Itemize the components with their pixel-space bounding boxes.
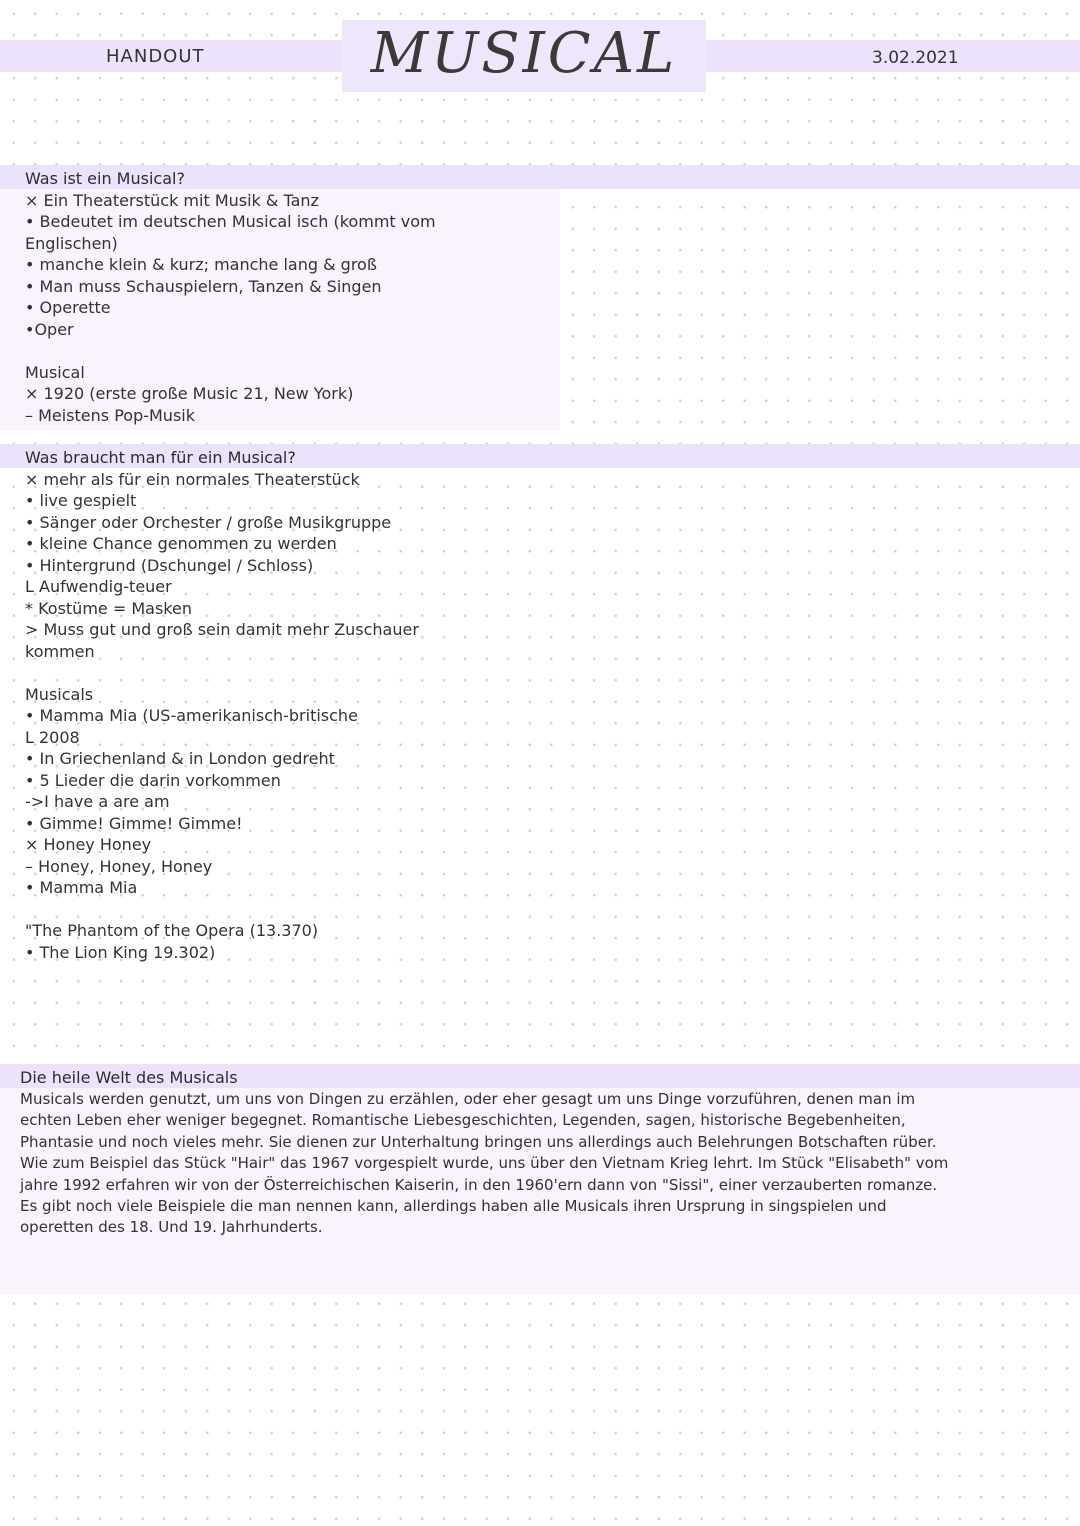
list-item: × Honey Honey bbox=[25, 835, 152, 854]
list-item: * Kostüme = Masken bbox=[25, 599, 192, 618]
list-item: • kleine Chance genommen zu werden bbox=[25, 534, 337, 553]
list-item: – Honey, Honey, Honey bbox=[25, 857, 213, 876]
list-item: • In Griechenland & in London gedreht bbox=[25, 749, 335, 768]
list-item: – Meistens Pop-Musik bbox=[25, 406, 195, 425]
header-left-label: HANDOUT bbox=[106, 46, 205, 67]
list-item: • Mamma Mia bbox=[25, 878, 138, 897]
page-title: MUSICAL bbox=[370, 21, 678, 86]
section2-heading: Was braucht man für ein Musical? bbox=[25, 448, 296, 467]
list-item: L Aufwendig-teuer bbox=[25, 577, 172, 596]
list-item: Musical bbox=[25, 363, 85, 382]
list-item: ->I have a are am bbox=[25, 792, 170, 811]
list-item: • Man muss Schauspielern, Tanzen & Singen bbox=[25, 277, 382, 296]
list-item: L 2008 bbox=[25, 728, 80, 747]
list-item: • Hintergrund (Dschungel / Schloss) bbox=[25, 556, 314, 575]
list-item: • Operette bbox=[25, 298, 111, 317]
list-item: Englischen) bbox=[25, 234, 118, 253]
list-item: • manche klein & kurz; manche lang & groß bbox=[25, 255, 377, 274]
list-item: • The Lion King 19.302) bbox=[25, 943, 216, 962]
section3-heading: Die heile Welt des Musicals bbox=[20, 1068, 238, 1087]
list-item: Musicals bbox=[25, 685, 94, 704]
list-item: • Mamma Mia (US-amerikanisch-britische bbox=[25, 706, 358, 725]
list-item: kommen bbox=[25, 642, 95, 661]
section3-paragraph: Musicals werden genutzt, um uns von Dingen zu erzählen, oder eher gesagt um uns Dinge vorzuführen, denen man im echten Leben eher weniger begegnet. Romantische Liebesgeschichten, Legenden, sagen, historische Begebenheiten, Phantasie und noch vieles mehr. Sie dienen zur Unterhaltung bringen uns allerdings auch Belehrungen Botschaften rüber. Wie zum Beispiel das Stück "Hair" das 1967 vorgespielt wurde, uns über den Vietnam Krieg lehrt. Im Stück "Elisabeth" vom jahre 1992 erfahren wir von der Österreichischen Kaiserin, in den 1960'ern dann von "Sissi", einer verzauberten romanze. Es gibt noch viele Beispiele die man nennen kann, allerdings haben alle Musicals ihren Ursprung in singspielen und operetten des 18. Und 19. Jahrhunderts. bbox=[20, 1090, 949, 1237]
list-item: • 5 Lieder die darin vorkommen bbox=[25, 771, 281, 790]
list-item: • Sänger oder Orchester / große Musikgruppe bbox=[25, 513, 392, 532]
list-item: × 1920 (erste große Music 21, New York) bbox=[25, 384, 354, 403]
list-item: • Bedeutet im deutschen Musical isch (kommt vom bbox=[25, 212, 436, 231]
list-item: × Ein Theaterstück mit Musik & Tanz bbox=[25, 191, 319, 210]
section1-heading: Was ist ein Musical? bbox=[25, 169, 185, 188]
list-item: • Gimme! Gimme! Gimme! bbox=[25, 814, 243, 833]
list-item: × mehr als für ein normales Theaterstück bbox=[25, 470, 360, 489]
header-date: 3.02.2021 bbox=[872, 48, 959, 68]
list-item: •Oper bbox=[25, 320, 74, 339]
list-item: "The Phantom of the Opera (13.370) bbox=[25, 921, 319, 940]
list-item: • live gespielt bbox=[25, 491, 137, 510]
list-item: > Muss gut und groß sein damit mehr Zuschauer bbox=[25, 620, 419, 639]
